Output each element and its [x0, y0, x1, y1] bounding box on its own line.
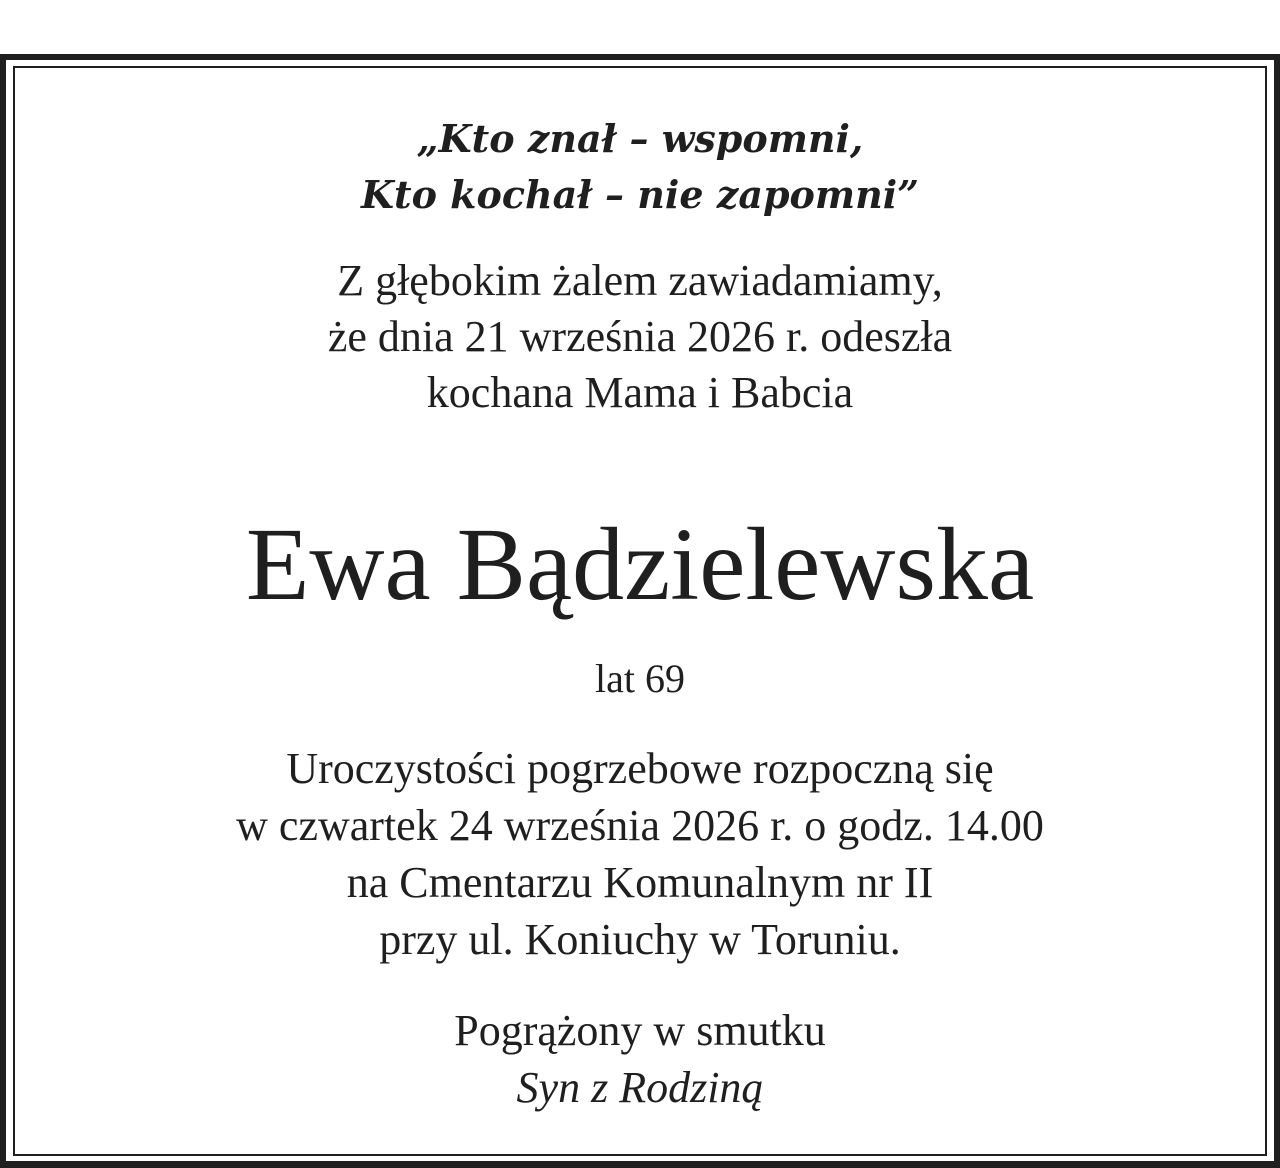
signature-line: Syn z Rodziną — [516, 1063, 764, 1112]
motto-line-1: „Kto znał – wspomni, — [416, 116, 864, 161]
funeral-line-4: przy ul. Koniuchy w Toruniu. — [379, 915, 901, 964]
funeral-line-2: w czwartek 24 września 2026 r. o godz. 14.00 — [236, 801, 1044, 850]
funeral-line-1: Uroczystości pogrzebowe rozpoczną się — [286, 744, 994, 793]
motto-line-2: Kto kochał – nie zapomni” — [360, 172, 919, 217]
obituary-notice — [20, 0, 1260, 1168]
announcement-line-3: kochana Mama i Babcia — [426, 368, 854, 417]
mourners-line: Pogrążony w smutku — [454, 1006, 826, 1055]
deceased-age: lat 69 — [595, 656, 685, 701]
announcement-line-2: że dnia 21 września 2026 r. odeszła — [327, 312, 953, 361]
funeral-line-3: na Cmentarzu Komunalnym nr II — [346, 858, 934, 907]
announcement-line-1: Z głębokim żalem zawiadamiamy, — [337, 256, 943, 305]
deceased-name: Ewa Bądzielewska — [245, 507, 1035, 622]
